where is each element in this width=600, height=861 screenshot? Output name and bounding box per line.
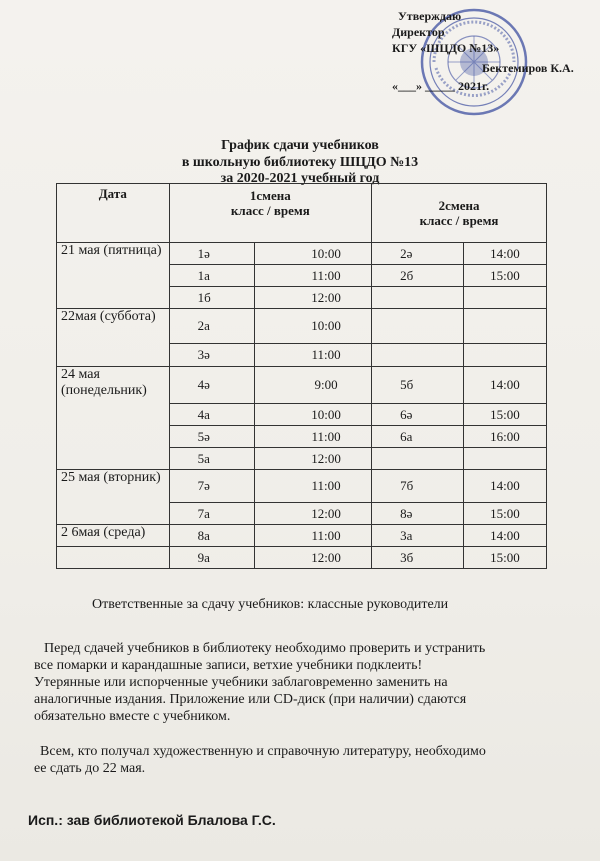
instruction-line-1: Перед сдачей учебников в библиотеку необходимо проверить и устранить (44, 641, 486, 656)
header-shift-2-title: 2смена (438, 198, 480, 213)
cell-time-shift-1: 10:00 (254, 309, 371, 344)
cell-time-shift-2: 15:00 (463, 404, 546, 426)
cell-time-shift-2 (463, 344, 546, 367)
table-header-row (57, 184, 547, 243)
cell-class-shift-1: 1ә (169, 243, 254, 265)
cell-class-shift-2: 2б (372, 265, 464, 287)
cell-class-shift-1: 4а (169, 404, 254, 426)
cell-date: 22мая (суббота) (57, 309, 170, 367)
cell-class-shift-1: 5ә (169, 426, 254, 448)
cell-class-shift-1: 4ә (169, 367, 254, 404)
instruction-line-5: обязательно вместе с учебником. (34, 709, 231, 724)
cell-class-shift-1: 1б (169, 287, 254, 309)
table-body (57, 243, 547, 569)
table-row (57, 367, 547, 404)
cell-time-shift-1: 12:00 (254, 547, 371, 569)
header-shift-1 (169, 184, 371, 243)
cell-time-shift-2: 15:00 (463, 547, 546, 569)
cell-class-shift-2 (372, 344, 464, 367)
approval-line-2: Директор (392, 25, 445, 39)
cell-class-shift-2 (372, 309, 464, 344)
table-row (57, 547, 547, 569)
cell-date (57, 547, 170, 569)
table-row (57, 470, 547, 503)
cell-date: 24 мая (понедельник) (57, 367, 170, 470)
cell-time-shift-1: 11:00 (254, 426, 371, 448)
title-line-2: в школьную библиотеку ШЦДО №13 (181, 155, 419, 170)
cell-time-shift-1: 12:00 (254, 448, 371, 470)
cell-time-shift-1: 12:00 (254, 503, 371, 525)
cell-class-shift-1: 2а (169, 309, 254, 344)
instruction-line-4: аналогичные издания. Приложение или CD-диск (при наличии) сдаются (34, 692, 467, 707)
table-row (57, 525, 547, 547)
cell-class-shift-2: 3а (372, 525, 464, 547)
approval-line-3: КГУ «ШЦДО №13» (392, 41, 500, 55)
title-line-1: График сдачи учебников (221, 138, 379, 153)
cell-class-shift-1: 7ә (169, 470, 254, 503)
signature-line: Исп.: зав библиотекой Блалова Г.С. (28, 812, 276, 828)
cell-class-shift-1: 3ә (169, 344, 254, 367)
cell-class-shift-1: 9а (169, 547, 254, 569)
cell-time-shift-1: 10:00 (254, 404, 371, 426)
cell-class-shift-2: 7б (372, 470, 464, 503)
approval-line-4: Бектемиров К.А. (482, 61, 574, 75)
cell-class-shift-2: 6а (372, 426, 464, 448)
approval-line-5: «___» _____ 2021г. (392, 79, 490, 93)
cell-time-shift-1: 11:00 (254, 470, 371, 503)
cell-time-shift-1: 11:00 (254, 265, 371, 287)
cell-date: 2 6мая (среда) (57, 525, 170, 547)
cell-date: 21 мая (пятница) (57, 243, 170, 309)
cell-class-shift-1: 1а (169, 265, 254, 287)
cell-time-shift-1: 12:00 (254, 287, 371, 309)
cell-class-shift-1: 8а (169, 525, 254, 547)
cell-time-shift-2: 14:00 (463, 525, 546, 547)
header-shift-1-sub: класс / время (230, 203, 310, 218)
cell-class-shift-2: 3б (372, 547, 464, 569)
cell-time-shift-2 (463, 448, 546, 470)
cell-class-shift-2 (372, 448, 464, 470)
header-date: Дата (57, 184, 170, 243)
cell-time-shift-2: 14:00 (463, 470, 546, 503)
header-shift-2-sub: класс / время (419, 213, 499, 228)
notice-line-2: ее сдать до 22 мая. (34, 761, 146, 776)
cell-class-shift-2: 8ә (372, 503, 464, 525)
instruction-line-2: все помарки и карандашные записи, ветхие учебники подклеить! (34, 658, 423, 673)
header-shift-2 (372, 184, 547, 243)
cell-class-shift-2: 5б (372, 367, 464, 404)
cell-class-shift-1: 5а (169, 448, 254, 470)
cell-time-shift-1: 10:00 (254, 243, 371, 265)
cell-time-shift-1: 11:00 (254, 344, 371, 367)
schedule-table (56, 183, 547, 569)
cell-time-shift-1: 11:00 (254, 525, 371, 547)
table-row (57, 309, 547, 344)
cell-time-shift-2 (463, 287, 546, 309)
cell-class-shift-1: 7а (169, 503, 254, 525)
approval-line-1: Утверждаю (398, 9, 462, 23)
cell-date: 25 мая (вторник) (57, 470, 170, 525)
approval-block (392, 8, 592, 94)
cell-time-shift-2: 15:00 (463, 265, 546, 287)
cell-time-shift-2: 16:00 (463, 426, 546, 448)
cell-time-shift-2 (463, 309, 546, 344)
title-line-3: за 2020-2021 учебный год (220, 171, 380, 186)
cell-class-shift-2: 6ә (372, 404, 464, 426)
cell-time-shift-2: 14:00 (463, 367, 546, 404)
notice-line-1: Всем, кто получал художественную и справочную литературу, необходимо (40, 744, 486, 759)
cell-time-shift-1: 9:00 (254, 367, 371, 404)
cell-time-shift-2: 14:00 (463, 243, 546, 265)
cell-class-shift-2 (372, 287, 464, 309)
responsible-note: Ответственные за сдачу учебников: классные руководители (92, 597, 449, 612)
cell-time-shift-2: 15:00 (463, 503, 546, 525)
header-shift-1-title: 1смена (249, 188, 291, 203)
instruction-line-3: Утерянные или испорченные учебники заблаговременно заменить на (34, 675, 448, 690)
cell-class-shift-2: 2ә (372, 243, 464, 265)
table-row (57, 243, 547, 265)
